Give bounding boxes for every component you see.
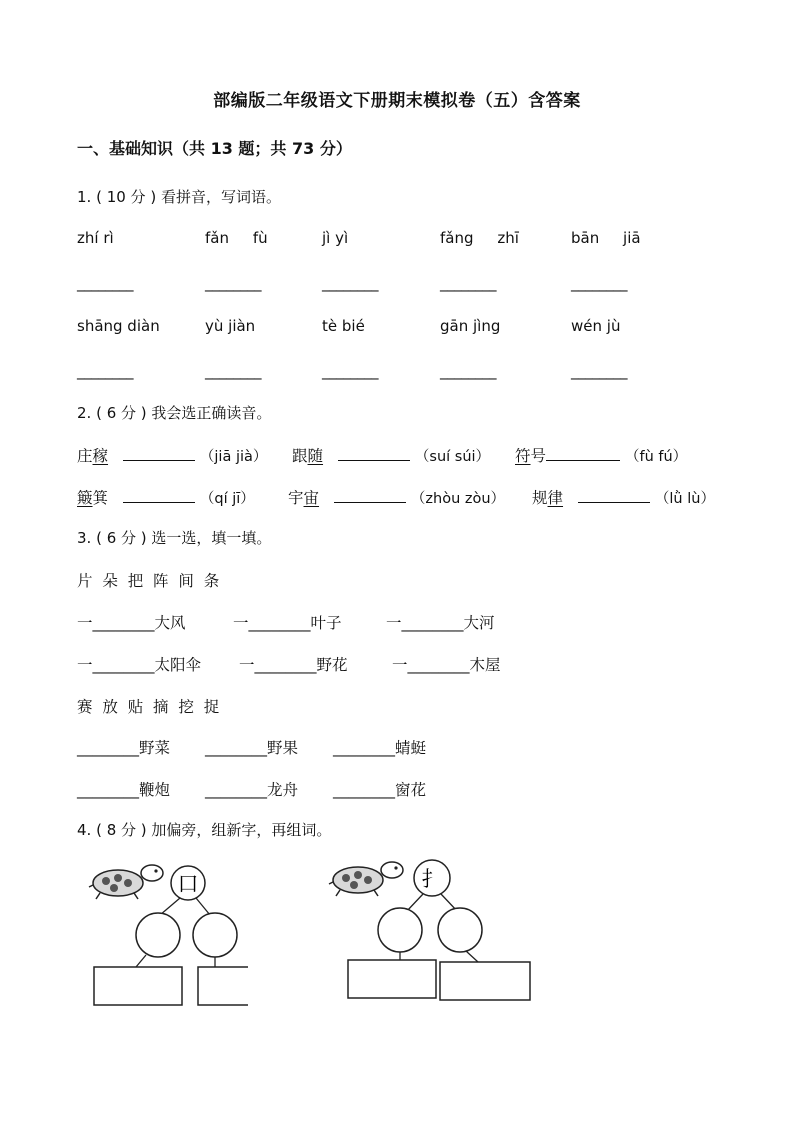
pronunciation-item: 宇宙 （zhòu zòu）	[288, 489, 506, 507]
pronunciation-item: 簸箕 （qí jī）	[77, 489, 255, 507]
fill-item[interactable]: ________野菜	[77, 739, 171, 757]
pinyin-options: （jiā jià）	[199, 449, 268, 465]
target-char: 随	[307, 447, 324, 465]
answer-circle[interactable]	[378, 908, 422, 952]
pronunciation-item: 规律 （lǜ lù）	[532, 489, 715, 507]
fill-item[interactable]: 一________大风	[77, 614, 186, 632]
page-title: 部编版二年级语文下册期末模拟卷（五）含答案	[213, 91, 581, 111]
pinyin-options: （fù fú）	[624, 449, 688, 465]
pinyin-item: shāng diàn	[77, 317, 160, 335]
answer-box[interactable]	[198, 967, 248, 1005]
answer-blank[interactable]	[578, 488, 650, 503]
fill-item[interactable]: ________野果	[205, 739, 299, 757]
answer-blank[interactable]	[123, 488, 195, 503]
target-char: 律	[547, 489, 564, 507]
answer-blank[interactable]: ________	[322, 362, 378, 380]
pinyin-item: wén jù	[571, 317, 621, 335]
radical-diagram	[328, 852, 533, 1004]
answer-box[interactable]	[94, 967, 182, 1005]
turtle-icon	[89, 865, 163, 899]
answer-box[interactable]	[440, 962, 530, 1000]
pronunciation-item: 跟随 （suí súi）	[292, 447, 491, 465]
answer-blank[interactable]	[546, 446, 620, 461]
answer-blank[interactable]: ________	[571, 362, 627, 380]
turtle-icon	[329, 862, 403, 896]
pinyin-options: （suí súi）	[414, 449, 491, 465]
fill-item[interactable]: ________窗花	[333, 781, 427, 799]
pinyin-item: fǎn fù	[205, 229, 268, 247]
radical-char: 口	[177, 872, 199, 896]
question-1-heading: 1. ( 10 分 ) 看拼音，写词语。	[77, 188, 281, 206]
answer-box[interactable]	[348, 960, 436, 998]
question-2-heading: 2. ( 6 分 ) 我会选正确读音。	[77, 404, 272, 422]
target-char: 簸	[77, 489, 93, 507]
answer-circle[interactable]	[438, 908, 482, 952]
fill-item[interactable]: 一________太阳伞	[77, 656, 202, 674]
pinyin-item: gān jìng	[440, 317, 501, 335]
fill-item[interactable]: 一________叶子	[233, 614, 342, 632]
answer-circle[interactable]	[136, 913, 180, 957]
question-3-heading: 3. ( 6 分 ) 选一选，填一填。	[77, 529, 272, 547]
answer-blank[interactable]: ________	[571, 274, 627, 292]
pinyin-item: tè bié	[322, 317, 365, 335]
answer-blank[interactable]: ________	[77, 362, 133, 380]
answer-blank[interactable]	[123, 446, 195, 461]
pronunciation-item: 符号 （fù fú）	[515, 447, 688, 465]
fill-item[interactable]: ________蜻蜓	[333, 739, 427, 757]
answer-blank[interactable]	[338, 446, 410, 461]
pinyin-item: jì yì	[322, 229, 349, 247]
answer-circle[interactable]	[193, 913, 237, 957]
question-4-heading: 4. ( 8 分 ) 加偏旁，组新字，再组词。	[77, 821, 332, 839]
radical-diagram	[88, 855, 248, 1010]
answer-blank[interactable]: ________	[322, 274, 378, 292]
pinyin-item: bān jiā	[571, 229, 641, 247]
pinyin-options: （zhòu zòu）	[410, 491, 506, 507]
target-char: 稼	[92, 447, 109, 465]
pinyin-item: yù jiàn	[205, 317, 256, 335]
pinyin-options: （qí jī）	[199, 491, 255, 507]
answer-blank[interactable]: ________	[77, 274, 133, 292]
fill-item[interactable]: 一________木屋	[392, 656, 501, 674]
fill-item[interactable]: ________龙舟	[205, 781, 299, 799]
word-bank: 赛 放 贴 摘 挖 捉	[77, 698, 220, 716]
target-char: 宙	[303, 489, 320, 507]
answer-blank[interactable]: ________	[205, 274, 261, 292]
target-char: 符	[515, 447, 531, 465]
pinyin-item: fǎng zhī	[440, 229, 519, 247]
answer-blank[interactable]: ________	[440, 362, 496, 380]
fill-item[interactable]: 一________大河	[386, 614, 495, 632]
pronunciation-item: 庄稼 （jiā jià）	[77, 447, 268, 465]
pinyin-item: zhí rì	[77, 229, 114, 247]
word-bank: 片 朵 把 阵 间 条	[77, 572, 220, 590]
section-heading: 一、基础知识（共 13 题；共 73 分）	[77, 139, 352, 158]
pinyin-options: （lǜ lù）	[654, 491, 715, 507]
radical-char: 扌	[421, 867, 443, 891]
fill-item[interactable]: 一________野花	[239, 656, 348, 674]
answer-blank[interactable]: ________	[440, 274, 496, 292]
answer-blank[interactable]	[334, 488, 406, 503]
fill-item[interactable]: ________鞭炮	[77, 781, 171, 799]
answer-blank[interactable]: ________	[205, 362, 261, 380]
